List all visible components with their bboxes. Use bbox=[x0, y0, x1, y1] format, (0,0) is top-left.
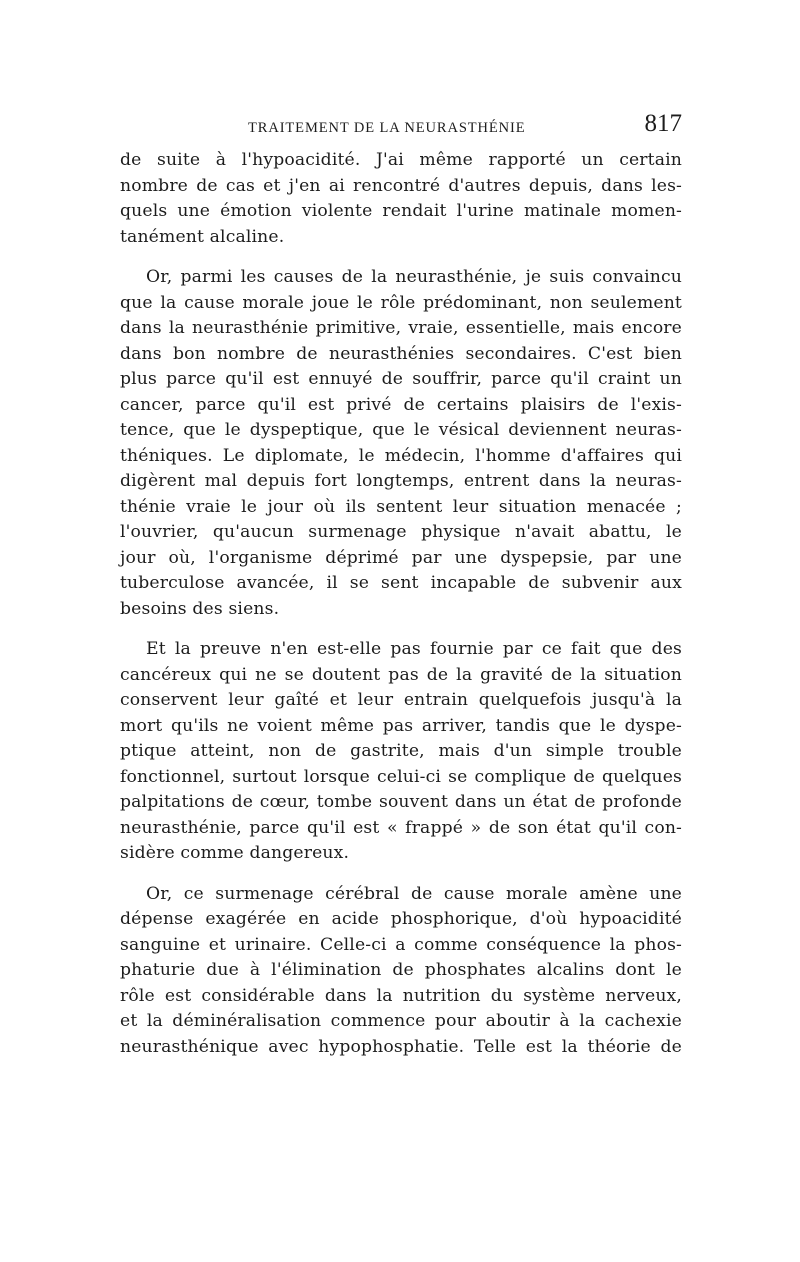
text-line: besoins des siens. bbox=[120, 598, 280, 619]
text-line: dans la neurasthénie primitive, vraie, essentielle, mais encore bbox=[120, 318, 682, 338]
text-line: neurasthénie, parce qu'il est « frappé » de son état qu'il con- bbox=[120, 817, 682, 838]
text-line: jour où, l'organisme déprimé par une dyspepsie, par une bbox=[120, 547, 682, 568]
text-line: Or, ce surmenage cérébral de cause morale amène une bbox=[146, 883, 682, 904]
text-line: ptique atteint, non de gastrite, mais d'un simple trouble bbox=[120, 741, 682, 761]
text-line: digèrent mal depuis fort longtemps, entrent dans la neuras- bbox=[120, 471, 682, 491]
text-line: quels une émotion violente rendait l'urine matinale momen- bbox=[120, 201, 682, 221]
text-line: mort qu'ils ne voient même pas arriver, tandis que le dyspe- bbox=[120, 715, 682, 736]
paragraph bbox=[120, 882, 682, 1061]
text-line: que la cause morale joue le rôle prédominant, non seulement bbox=[120, 292, 682, 313]
text-line: neurasthénique avec hypophosphatie. Telle est la théorie de bbox=[120, 1036, 682, 1057]
text-line: Et la preuve n'en est-elle pas fournie par ce fait que des bbox=[146, 639, 682, 659]
text-line: conservent leur gaîté et leur entrain quelquefois jusqu'à la bbox=[120, 690, 682, 710]
paragraph bbox=[120, 148, 682, 250]
text-line: cancer, parce qu'il est privé de certains plaisirs de l'exis- bbox=[120, 394, 682, 415]
text-line: de suite à l'hypoacidité. J'ai même rapporté un certain bbox=[120, 150, 682, 170]
text-line: Or, parmi les causes de la neurasthénie, je suis convaincu bbox=[146, 267, 682, 287]
text-line: rôle est considérable dans la nutrition du système nerveux, bbox=[120, 985, 682, 1006]
body-text bbox=[120, 148, 682, 1075]
paragraph bbox=[120, 265, 682, 622]
text-line: phaturie due à l'élimination de phosphates alcalins dont le bbox=[120, 960, 682, 980]
running-head bbox=[120, 110, 682, 142]
text-line: tuberculose avancée, il se sent incapable de subvenir aux bbox=[120, 573, 682, 593]
text-line: dans bon nombre de neurasthénies secondaires. C'est bien bbox=[120, 343, 682, 364]
text-line: dépense exagérée en acide phosphorique, d'où hypoacidité bbox=[120, 909, 682, 929]
text-line: plus parce qu'il est ennuyé de souffrir, parce qu'il craint un bbox=[120, 369, 682, 389]
running-title: TRAITEMENT DE LA NEURASTHÉNIE bbox=[248, 120, 526, 136]
paragraph bbox=[120, 637, 682, 867]
text-line: fonctionnel, surtout lorsque celui-ci se complique de quelques bbox=[120, 766, 682, 787]
text-line: cancéreux qui ne se doutent pas de la gravité de la situation bbox=[120, 664, 682, 685]
text-line: théniques. Le diplomate, le médecin, l'homme d'affaires qui bbox=[120, 445, 682, 466]
text-line: l'ouvrier, qu'aucun surmenage physique n'avait abattu, le bbox=[120, 522, 682, 542]
text-line: sidère comme dangereux. bbox=[120, 843, 350, 863]
page-number: 817 bbox=[644, 110, 682, 137]
text-line: palpitations de cœur, tombe souvent dans un état de profonde bbox=[120, 792, 682, 812]
text-line: et la déminéralisation commence pour aboutir à la cachexie bbox=[120, 1011, 682, 1031]
text-line: thénie vraie le jour où ils sentent leur situation menacée ; bbox=[120, 496, 682, 517]
text-line: sanguine et urinaire. Celle-ci a comme conséquence la phos- bbox=[120, 934, 682, 955]
text-line: nombre de cas et j'en ai rencontré d'autres depuis, dans les- bbox=[120, 175, 682, 196]
text-line: tanément alcaline. bbox=[120, 226, 285, 247]
text-line: tence, que le dyspeptique, que le vésical deviennent neuras- bbox=[120, 420, 682, 440]
